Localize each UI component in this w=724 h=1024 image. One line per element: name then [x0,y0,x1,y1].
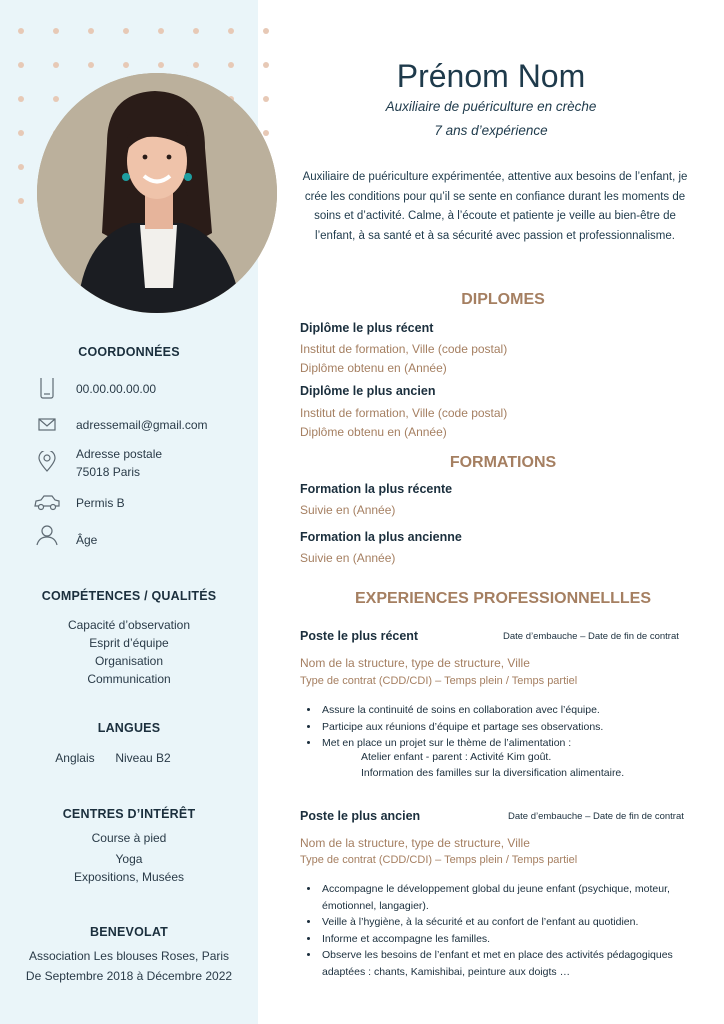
skills-heading: COMPÉTENCES / QUALITÉS [41,589,217,603]
job-old-title: Poste le plus ancien [300,809,421,823]
task-item: • Observe les besoins de l’enfant et met en place des activités pédagogiques adaptées : chants, Kamishibai, peinture aux doigts … [320,947,690,980]
phone-number: 00.00.00.00.00 [76,382,157,396]
task-subitem: Information des familles sur la diversification alimentaire. [361,767,625,779]
language-level: Niveau B2 [115,751,171,765]
decorative-dot [18,130,24,136]
decorative-dot [88,28,94,34]
task-item: • Accompagne le développement global du jeune enfant (psychique, moteur, émotionnel, langagier). [320,881,690,914]
trainings-heading: FORMATIONS [449,454,557,471]
interest-item: Expositions, Musées [73,870,185,884]
envelope-icon [34,414,60,436]
person-icon [34,525,60,547]
diploma-old-title: Diplôme le plus ancien [300,384,436,398]
language-name: Anglais [55,751,95,765]
decorative-dot [228,28,234,34]
interests-heading: CENTRES D’INTÉRÊT [62,807,196,821]
decorative-dot [228,62,234,68]
job-recent-title: Poste le plus récent [300,629,419,643]
skill-item: Esprit d’équipe [89,636,169,650]
task-item: • Assure la continuité de soins en collaboration avec l’équipe. [320,702,720,719]
job-recent-structure: Nom de la structure, type de structure, Ville [300,656,530,670]
diploma-recent-school: Institut de formation, Ville (code postal) [300,342,508,356]
decorative-dot [123,62,129,68]
languages-heading: LANGUES [97,721,161,735]
task-item: • Met en place un projet sur le thème de l’alimentation : [320,735,720,752]
interest-item: Yoga [115,852,143,866]
job-old-dates: Date d’embauche – Date de fin de contrat [508,811,684,822]
interest-item: Course à pied [91,831,167,845]
training-old-title: Formation la plus ancienne [300,530,462,544]
candidate-name: Prénom Nom [396,58,586,94]
training-recent-year: Suivie en (Année) [300,503,396,517]
job-old-tasks [300,881,690,980]
task-item: • Veille à l’hygiène, à la sécurité et au confort de l’enfant au quotidien. [320,914,690,931]
postal-address-line2: 75018 Paris [76,465,141,479]
job-title: Auxiliaire de puériculture en crèche [385,99,597,114]
decorative-dot [158,62,164,68]
diploma-old-school: Institut de formation, Ville (code postal) [300,406,508,420]
email-address: adressemail@gmail.com [76,418,208,432]
decorative-dot [193,62,199,68]
volunteer-heading: BENEVOLAT [90,925,168,939]
training-old-year: Suivie en (Année) [300,551,396,565]
job-recent-contract: Type de contrat (CDD/CDI) – Temps plein / Temps partiel [300,675,578,687]
training-recent-title: Formation la plus récente [300,482,453,496]
phone-icon [34,378,60,400]
experience-years: 7 ans d’expérience [434,123,548,138]
postal-address-line1: Adresse postale [76,447,163,461]
contact-heading: COORDONNÉES [78,345,180,359]
job-recent-tasks [300,702,720,752]
decorative-dot [263,28,269,34]
decorative-dot [158,28,164,34]
decorative-dot [18,28,24,34]
diploma-old-year: Diplôme obtenu en (Année) [300,425,447,439]
decorative-dot [18,198,24,204]
task-subitem: Atelier enfant - parent : Activité Kim goût. [361,751,552,763]
decorative-dot [53,62,59,68]
skill-item: Capacité d’observation [67,618,191,632]
skill-item: Communication [87,672,171,686]
decorative-dot [193,28,199,34]
decorative-dot [53,96,59,102]
diplomas-heading: DIPLOMES [461,291,545,308]
decorative-dot [53,28,59,34]
profile-summary: Auxiliaire de puériculture expérimentée, attentive aux besoins de l’enfant, je crée les conditions pour qu’il se sente en confiance durant les moments de soins et d’activité. Calme, à l’écoute et patiente je veille au bien-être de l’enfant, à sa santé et à sa sécurité avec passion et professionnalisme. [302,171,688,242]
volunteer-organization: Association Les blouses Roses, Paris [28,949,230,963]
task-item: • Participe aux réunions d’équipe et partage ses observations. [320,719,720,736]
decorative-dot [18,62,24,68]
experience-heading: EXPERIENCES PROFESSIONNELLLES [354,590,652,607]
decorative-dot [88,62,94,68]
driving-license: Permis B [76,496,125,510]
diploma-recent-title: Diplôme le plus récent [300,321,434,335]
decorative-dot [18,96,24,102]
job-old-contract: Type de contrat (CDD/CDI) – Temps plein / Temps partiel [300,854,578,866]
decorative-dot [18,164,24,170]
skill-item: Organisation [94,654,164,668]
language-row [0,749,242,767]
diploma-recent-year: Diplôme obtenu en (Année) [300,361,447,375]
task-item: • Informe et accompagne les familles. [320,931,690,948]
age: Âge [76,533,98,547]
map-pin-icon [34,451,60,473]
job-old-structure: Nom de la structure, type de structure, Ville [300,836,530,850]
decorative-dot [123,28,129,34]
volunteer-dates: De Septembre 2018 à Décembre 2022 [25,969,233,983]
profile-photo [37,73,277,313]
job-recent-dates: Date d’embauche – Date de fin de contrat [503,631,679,642]
car-icon [34,492,60,514]
